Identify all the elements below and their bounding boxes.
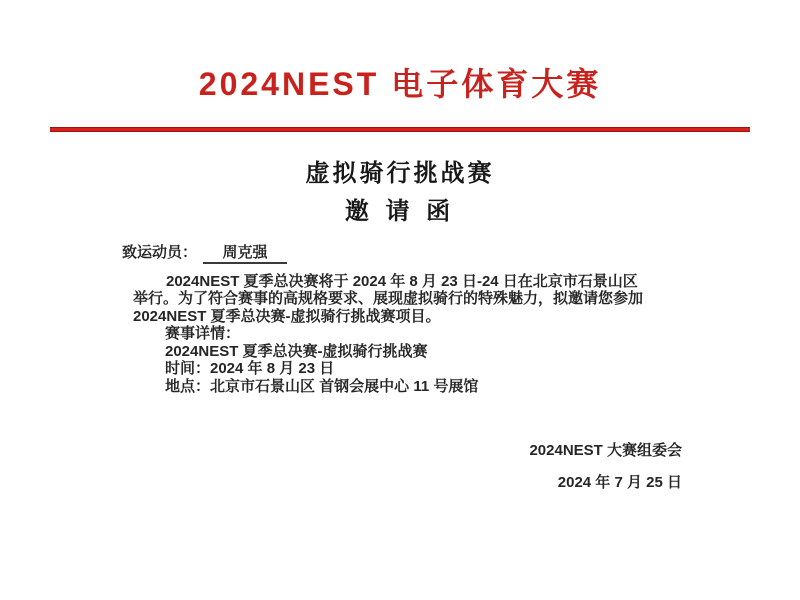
details-heading: 赛事详情： [165,325,241,343]
details-event-time: 时间：2024 年 8 月 23 日 [165,360,335,378]
details-event-location: 地点：北京市石景山区 首钢会展中心 11 号展馆 [165,377,479,395]
event-title: 虚拟骑行挑战赛 [305,159,495,187]
recipient-label: 致运动员： [122,243,198,261]
recipient-name: 周克强 [222,243,268,261]
recipient-name-underline [203,244,287,264]
signature-block [0,442,682,491]
body-paragraph [133,273,680,326]
red-divider-rule [50,127,750,132]
details-event-name: 2024NEST 夏季总决赛-虚拟骑行挑战赛 [165,342,428,360]
signature-organization: 2024NEST 大赛组委会 [529,442,682,460]
paragraph-line: 2024NEST 夏季总决赛将于 2024 年 8 月 23 日-24 日在北京市石景山区 [166,272,638,290]
letter-title: 邀 请 函 [344,197,456,225]
event-details [0,325,800,395]
page-title: 2024NEST 电子体育大赛 [198,66,602,102]
paragraph-line: 举行。为了符合赛事的高规格要求、展现虚拟骑行的特殊魅力，拟邀请您参加 [133,290,644,308]
signature-date: 2024 年 7 月 25 日 [557,473,682,491]
paragraph-line: 2024NEST 夏季总决赛-虚拟骑行挑战赛项目。 [133,307,441,325]
recipient-line [122,244,800,264]
